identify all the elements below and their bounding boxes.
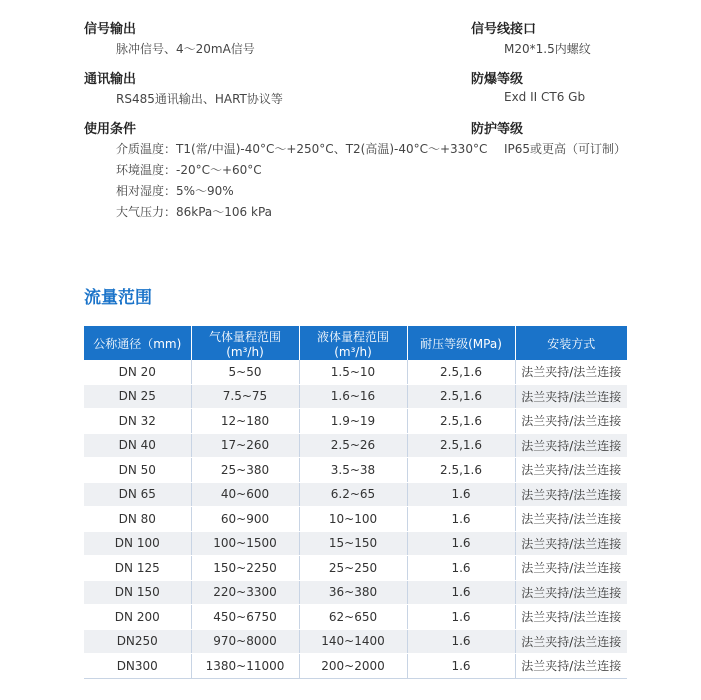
column-header: 液体量程范围(m³/h) <box>299 326 407 360</box>
table-row <box>84 580 627 605</box>
table-cell: 1.6 <box>407 580 515 605</box>
table-cell: 法兰夹持/法兰连接 <box>515 409 627 434</box>
spec-value: 脉冲信号、4～20mA信号 <box>116 42 255 56</box>
table-cell: DN 25 <box>84 384 191 409</box>
column-header: 气体量程范围(m³/h) <box>191 326 299 360</box>
table-cell: 法兰夹持/法兰连接 <box>515 433 627 458</box>
column-header: 安装方式 <box>515 326 627 360</box>
table-cell: 2.5,1.6 <box>407 433 515 458</box>
table-cell: DN 40 <box>84 433 191 458</box>
table-cell: 1.9~19 <box>299 409 407 434</box>
section-title: 流量范围 <box>84 288 152 308</box>
spec-heading: 防护等级 <box>471 122 524 137</box>
spec-value: 环境温度：-20°C～+60°C <box>116 163 262 177</box>
spec-heading: 信号线接口 <box>471 22 537 37</box>
table-cell: 法兰夹持/法兰连接 <box>515 580 627 605</box>
table-cell: 1.6 <box>407 556 515 581</box>
table-cell: DN 80 <box>84 507 191 532</box>
spec-value: 相对湿度：5%～90% <box>116 184 234 198</box>
table-cell: DN 200 <box>84 605 191 630</box>
spec-heading: 防爆等级 <box>471 72 524 87</box>
table-cell: 6.2~65 <box>299 482 407 507</box>
table-cell: 970~8000 <box>191 629 299 654</box>
table-cell: 法兰夹持/法兰连接 <box>515 629 627 654</box>
table-cell: 36~380 <box>299 580 407 605</box>
table-cell: 1.6 <box>407 629 515 654</box>
table-cell: DN 125 <box>84 556 191 581</box>
table-cell: 2.5,1.6 <box>407 360 515 384</box>
table-cell: 1.6 <box>407 654 515 679</box>
table-row <box>84 458 627 483</box>
table-cell: 法兰夹持/法兰连接 <box>515 531 627 556</box>
table-cell: 法兰夹持/法兰连接 <box>515 458 627 483</box>
spec-value: 大气压力：86kPa～106 kPa <box>116 205 272 219</box>
spec-value: 介质温度：T1(常/中温)-40°C～+250°C、T2(高温)-40°C～+330°C <box>116 142 488 156</box>
table-cell: 法兰夹持/法兰连接 <box>515 482 627 507</box>
table-row <box>84 433 627 458</box>
table-cell: 法兰夹持/法兰连接 <box>515 605 627 630</box>
table-cell: 150~2250 <box>191 556 299 581</box>
spec-heading: 通讯输出 <box>84 72 137 87</box>
table-row <box>84 605 627 630</box>
table-cell: 220~3300 <box>191 580 299 605</box>
table-cell: 5~50 <box>191 360 299 384</box>
table-cell: 1.6 <box>407 482 515 507</box>
table-cell: 法兰夹持/法兰连接 <box>515 556 627 581</box>
table-cell: DN300 <box>84 654 191 679</box>
table-cell: 1.6~16 <box>299 384 407 409</box>
table-cell: 法兰夹持/法兰连接 <box>515 507 627 532</box>
table-header-row <box>84 326 627 360</box>
table-cell: 25~380 <box>191 458 299 483</box>
table-row <box>84 629 627 654</box>
table-row <box>84 531 627 556</box>
column-header: 公称通径（mm) <box>84 326 191 360</box>
table-cell: 1.6 <box>407 531 515 556</box>
table-cell: 25~250 <box>299 556 407 581</box>
table-cell: 140~1400 <box>299 629 407 654</box>
table-cell: 法兰夹持/法兰连接 <box>515 654 627 679</box>
table-cell: 100~1500 <box>191 531 299 556</box>
table-cell: DN 32 <box>84 409 191 434</box>
table-cell: DN 20 <box>84 360 191 384</box>
table-row <box>84 556 627 581</box>
spec-value: M20*1.5内螺纹 <box>504 42 591 56</box>
table-cell: 200~2000 <box>299 654 407 679</box>
table-body <box>84 360 627 678</box>
table-cell: 2.5,1.6 <box>407 458 515 483</box>
table-cell: 7.5~75 <box>191 384 299 409</box>
table-row <box>84 360 627 384</box>
table-row <box>84 409 627 434</box>
table-row <box>84 482 627 507</box>
table-cell: 62~650 <box>299 605 407 630</box>
table-cell: DN 50 <box>84 458 191 483</box>
column-header: 耐压等级(MPa) <box>407 326 515 360</box>
table-cell: DN 100 <box>84 531 191 556</box>
spec-heading: 使用条件 <box>84 122 137 137</box>
table-cell: 10~100 <box>299 507 407 532</box>
table-cell: 1380~11000 <box>191 654 299 679</box>
table-cell: DN 65 <box>84 482 191 507</box>
spec-value: RS485通讯输出、HART协议等 <box>116 92 283 106</box>
table-cell: 17~260 <box>191 433 299 458</box>
table-cell: 2.5,1.6 <box>407 384 515 409</box>
table-cell: 1.6 <box>407 605 515 630</box>
table-cell: 2.5~26 <box>299 433 407 458</box>
table-cell: 12~180 <box>191 409 299 434</box>
table-cell: 40~600 <box>191 482 299 507</box>
table-cell: 1.6 <box>407 507 515 532</box>
table-cell: 法兰夹持/法兰连接 <box>515 360 627 384</box>
table-row <box>84 384 627 409</box>
table-cell: 450~6750 <box>191 605 299 630</box>
spec-value: Exd II CT6 Gb <box>504 90 586 104</box>
spec-value: IP65或更高（可订制） <box>504 142 627 156</box>
table-cell: 1.5~10 <box>299 360 407 384</box>
spec-heading: 信号输出 <box>84 22 137 37</box>
table-cell: 3.5~38 <box>299 458 407 483</box>
table-row <box>84 654 627 679</box>
table-cell: 法兰夹持/法兰连接 <box>515 384 627 409</box>
table-cell: DN250 <box>84 629 191 654</box>
table-cell: 15~150 <box>299 531 407 556</box>
flow-range-table <box>84 326 627 679</box>
table-cell: 60~900 <box>191 507 299 532</box>
table-row <box>84 507 627 532</box>
table-cell: DN 150 <box>84 580 191 605</box>
table-cell: 2.5,1.6 <box>407 409 515 434</box>
